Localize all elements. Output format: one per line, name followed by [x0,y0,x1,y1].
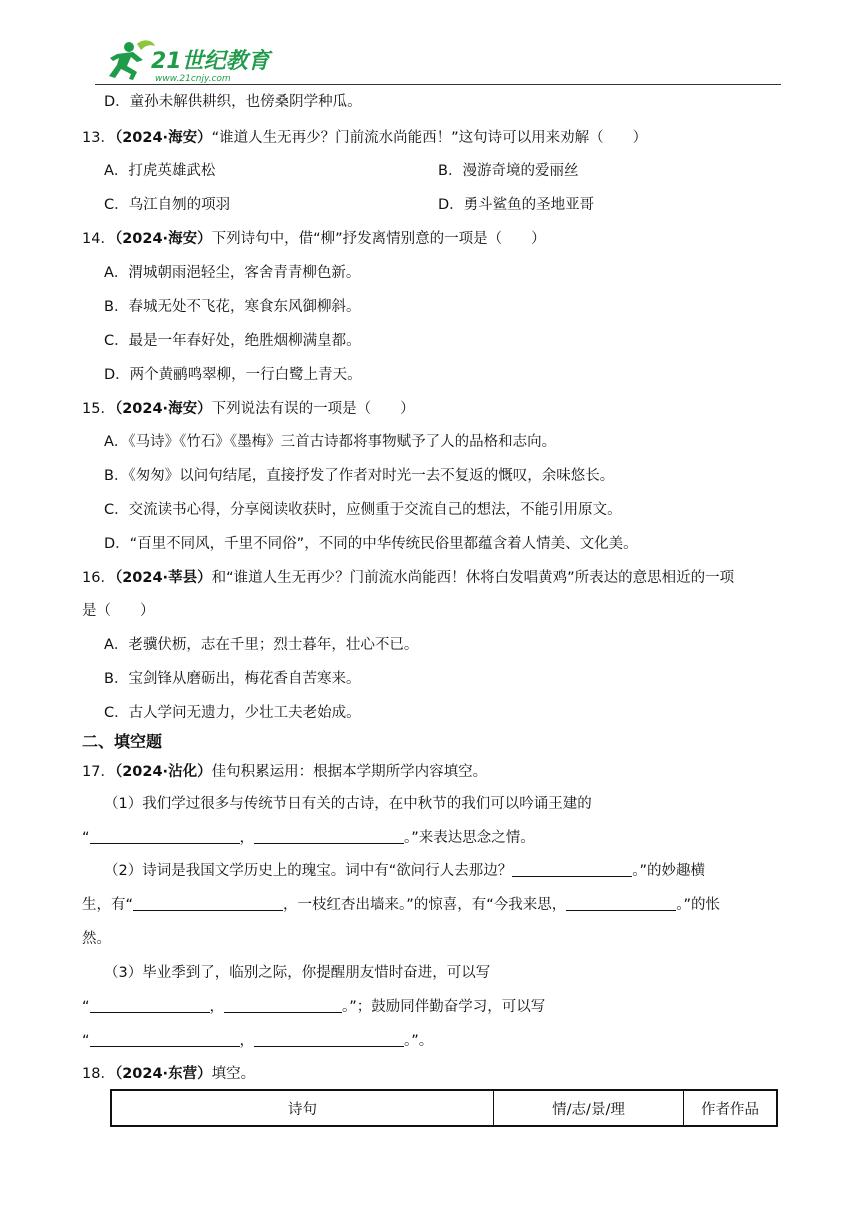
q17-part2-cont [82,895,720,915]
answer-option: C．交流读书心得，分享阅读收获时，应侧重于交流自己的想法，不能引用原文。 [104,502,622,518]
fill-blank[interactable] [254,828,404,844]
page-header [0,0,860,90]
q17-part3-blanks2 [82,1031,433,1051]
question-18-stem [82,1064,255,1084]
fill-blank[interactable] [512,861,632,877]
answer-option: D．“百里不同风，千里不同俗”，不同的中华传统民俗里都蕴含着人情美、文化美。 [104,536,638,552]
answer-option: C．乌江自刎的项羽 [104,197,231,213]
question-stem [82,128,647,148]
logo-url-text: www.21cnjy.com [155,74,231,84]
question-number: 17． [82,764,115,780]
fill-blank[interactable] [90,828,240,844]
answer-option: B．《匆匆》以问句结尾，直接抒发了作者对时光一去不复返的慨叹，余味悠长。 [104,468,615,484]
question-text: 下列说法有误的一项是（ ） [211,401,415,417]
answer-option: D．两个黄鹂鸣翠柳，一行白鹭上青天。 [104,367,362,383]
question-text: 佳句积累运用：根据本学期所学内容填空。 [211,764,488,780]
question-number: 15． [82,401,115,417]
table-header-author: 作者作品 [701,1101,759,1118]
answer-option: D．童孙未解供耕织，也傍桑阴学种瓜。 [104,94,362,110]
21cnjy-logo [103,38,283,84]
fill-blank[interactable] [224,997,342,1013]
question-source: （2024·莘县） [114,570,212,586]
sentence-end: 。”来表达思念之情。 [404,830,535,846]
answer-option: C．古人学问无遗力，少壮工夫老始成。 [104,705,361,721]
q17-part1: （1）我们学过很多与传统节日有关的古诗，在中秋节的我们可以吟诵王建的 [104,796,592,812]
question-text: 填空。 [211,1066,256,1082]
text: 。”的怅 [676,897,721,913]
answer-option: B．春城无处不飞花，寒食东风御柳斜。 [104,299,361,315]
question-source: （2024·海安） [114,130,212,146]
fill-blank[interactable] [566,895,676,911]
header-divider [95,84,781,85]
question-number: 14． [82,231,115,247]
question-continuation: 是（ ） [82,603,155,619]
comma: ， [239,830,255,846]
answer-option: A．老骥伏枥，志在千里；烈士暮年，壮心不已。 [104,637,419,653]
comma: ， [239,1033,255,1049]
q17-part3-blanks [82,997,545,1017]
question-number: 13． [82,130,115,146]
fill-blank[interactable] [254,1031,404,1047]
question-stem [82,399,415,419]
q17-part2 [104,861,705,881]
table-header-poem: 诗句 [112,1091,494,1125]
quote-mark: “ [82,1033,90,1049]
text: （2）诗词是我国文学历史上的瑰宝。词中有“欲问行人去那边？ [104,863,513,879]
logo-main-text: 21世纪教育 [151,49,270,74]
answer-option: B．宝剑锋从磨砺出，梅花香自苦寒来。 [104,671,361,687]
q17-part3: （3）毕业季到了，临别之际，你提醒朋友惜时奋进，可以写 [104,965,491,981]
quote-mark: “ [82,999,90,1015]
text: ，一枝红杏出墙来。”的惊喜，有“今我来思， [283,897,567,913]
section-title: 二、填空题 [82,732,163,751]
question-17-stem [82,762,487,782]
answer-option: A．打虎英雄武松 [104,163,216,179]
answer-option: D．勇斗鲨鱼的圣地亚哥 [438,197,595,213]
comma: ， [209,999,225,1015]
question-source: （2024·海安） [114,401,212,417]
text: 生，有“ [82,897,134,913]
text: 。”的妙趣横 [632,863,706,879]
question-source: （2024·东营） [114,1066,212,1082]
answer-option: A．渭城朝雨浥轻尘，客舍青青柳色新。 [104,265,361,281]
q17-part1-blanks [82,828,535,848]
fill-blank[interactable] [133,895,283,911]
answer-option: B．漫游奇境的爱丽丝 [438,163,579,179]
table-header-theme: 情/志/景/理 [494,1091,684,1125]
question-text: 下列诗句中，借“柳”抒发离情别意的一项是（ ） [211,231,546,247]
fill-blank[interactable] [90,997,210,1013]
q17-part2-end: 然。 [82,931,111,947]
question-number: 16． [82,570,115,586]
question-number: 18． [82,1066,115,1082]
text: 。”。 [404,1033,434,1049]
text: 。”；鼓励同伴勤奋学习，可以写 [342,999,546,1015]
answer-option: C．最是一年春好处，绝胜烟柳满皇都。 [104,333,361,349]
answer-option: A．《马诗》《竹石》《墨梅》三首古诗都将事物赋予了人的品格和志向。 [104,434,557,450]
question-text: “谁道人生无再少？门前流水尚能西！”这句诗可以用来劝解（ ） [211,130,648,146]
poem-table [110,1089,778,1127]
question-stem [82,568,734,588]
quote-mark: “ [82,830,90,846]
question-stem [82,229,546,249]
question-source: （2024·海安） [114,231,212,247]
question-text: 和“谁道人生无再少？门前流水尚能西！休将白发唱黄鸡”所表达的意思相近的一项 [211,570,735,586]
fill-blank[interactable] [90,1031,240,1047]
question-source: （2024·沾化） [114,764,212,780]
